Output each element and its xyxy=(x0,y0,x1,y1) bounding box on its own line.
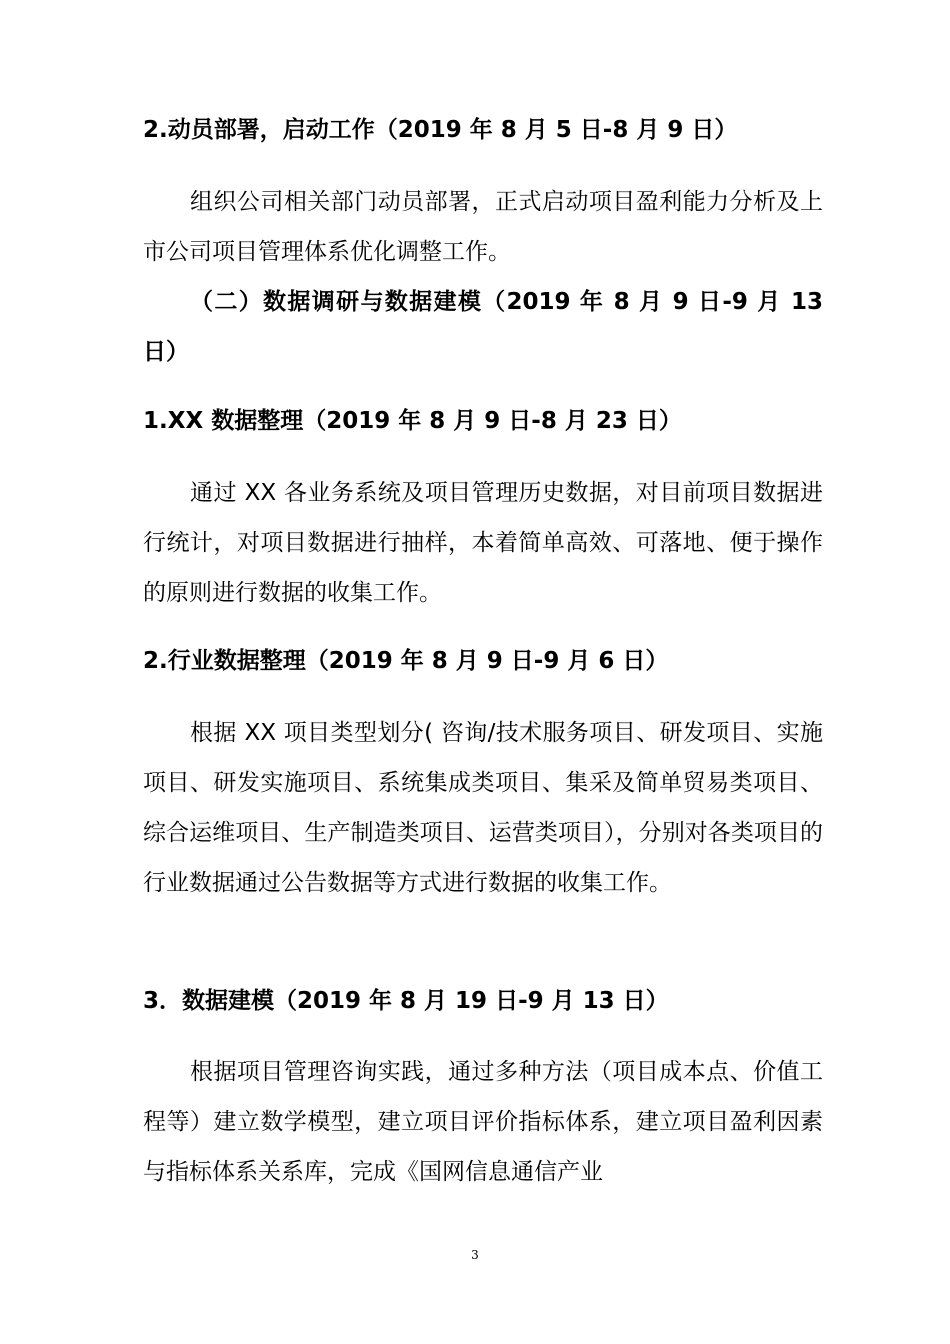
paragraph-industry-data: 根据 XX 项目类型划分( 咨询/技术服务项目、研发项目、实施项目、研发实施项目、系统集成类项目、集采及简单贸易类项目、综合运维项目、生产制造类项目、运营类项目），分别对各类项目的行业数据通过公告数据等方式进行数据的收集工作。 xyxy=(143,720,823,896)
paragraph-data-modeling: 根据项目管理咨询实践，通过多种方法（项目成本点、价值工程等）建立数学模型，建立项目评价指标体系，建立项目盈利因素与指标体系关系库，完成《国网信息通信产业 xyxy=(143,1059,823,1185)
paragraph-xx-data: 通过 XX 各业务系统及项目管理历史数据，对目前项目数据进行统计，对项目数据进行抽样，本着简单高效、可落地、便于操作的原则进行数据的收集工作。 xyxy=(143,480,823,606)
heading-xx-data: 1.XX 数据整理（2019 年 8 月 9 日-8 月 23 日） xyxy=(143,408,682,434)
heading-mobilize: 2.动员部署，启动工作（2019 年 8 月 5 日-8 月 9 日） xyxy=(143,117,738,143)
page-number: 3 xyxy=(471,1248,479,1262)
section-heading-data-research: （二）数据调研与数据建模（2019 年 8 月 9 日-9 月 13 日） xyxy=(143,289,823,365)
heading-industry-data: 2.行业数据整理（2019 年 8 月 9 日-9 月 6 日） xyxy=(143,648,669,674)
paragraph-mobilize: 组织公司相关部门动员部署，正式启动项目盈利能力分析及上市公司项目管理体系优化调整工作。 xyxy=(143,189,823,265)
heading-data-modeling: 3．数据建模（2019 年 8 月 19 日-9 月 13 日） xyxy=(143,988,669,1014)
